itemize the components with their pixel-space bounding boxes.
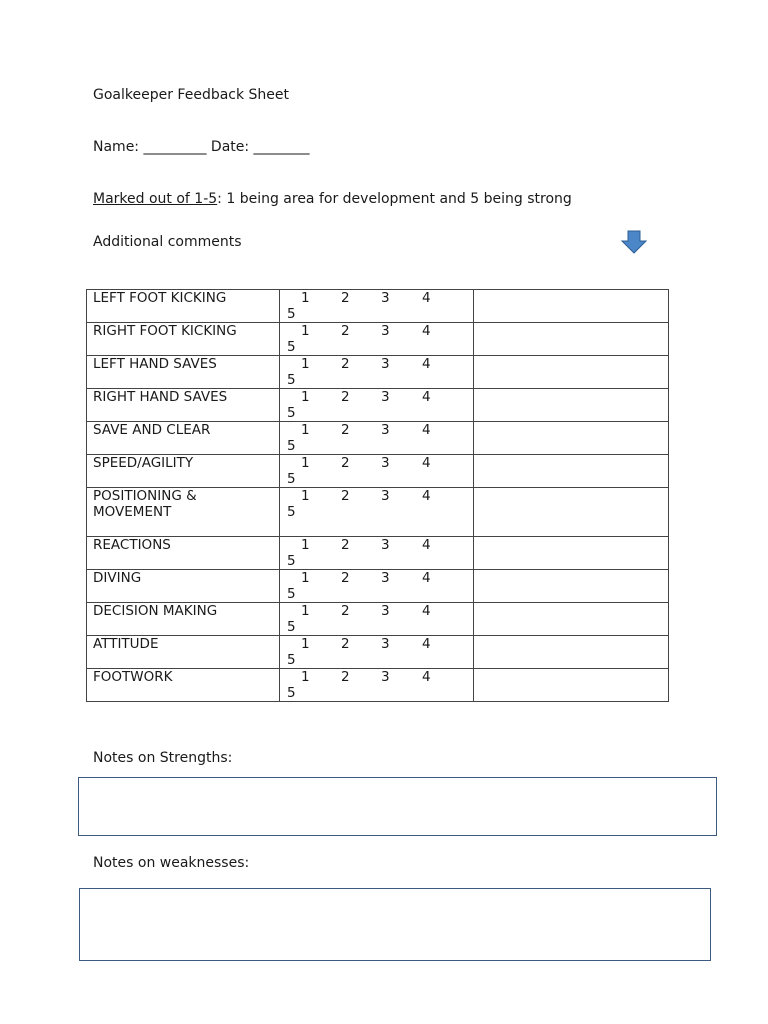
rating-table [86, 289, 669, 702]
score-2[interactable]: 2 [341, 290, 350, 306]
score-options[interactable] [280, 455, 474, 488]
score-options[interactable] [280, 488, 474, 537]
score-1[interactable]: 1 [301, 389, 310, 405]
skill-name: RIGHT HAND SAVES [87, 389, 280, 422]
score-1[interactable]: 1 [301, 422, 310, 438]
score-2[interactable]: 2 [341, 389, 350, 405]
score-5[interactable]: 5 [287, 438, 296, 454]
score-1[interactable]: 1 [301, 488, 310, 504]
score-1[interactable]: 1 [301, 323, 310, 339]
marking-scale-note [93, 191, 572, 207]
score-4[interactable]: 4 [422, 356, 431, 372]
marking-scale-heading: Marked out of 1-5 [93, 191, 218, 207]
score-5[interactable]: 5 [287, 372, 296, 388]
score-3[interactable]: 3 [381, 570, 390, 586]
score-4[interactable]: 4 [422, 389, 431, 405]
score-options[interactable] [280, 636, 474, 669]
score-2[interactable]: 2 [341, 488, 350, 504]
comment-cell[interactable] [474, 488, 669, 537]
table-row [87, 537, 669, 570]
skill-name: REACTIONS [87, 537, 280, 570]
score-options[interactable] [280, 290, 474, 323]
table-row [87, 488, 669, 537]
marking-scale-text: : 1 being area for development and 5 being strong [217, 191, 572, 207]
score-3[interactable]: 3 [381, 669, 390, 685]
table-row [87, 323, 669, 356]
table-row [87, 356, 669, 389]
skill-name: ATTITUDE [87, 636, 280, 669]
score-1[interactable]: 1 [301, 603, 310, 619]
score-4[interactable]: 4 [422, 537, 431, 553]
score-options[interactable] [280, 422, 474, 455]
score-4[interactable]: 4 [422, 290, 431, 306]
comment-cell[interactable] [474, 422, 669, 455]
score-options[interactable] [280, 669, 474, 702]
table-row [87, 389, 669, 422]
strengths-label: Notes on Strengths: [93, 750, 233, 766]
score-4[interactable]: 4 [422, 455, 431, 471]
comment-cell[interactable] [474, 290, 669, 323]
comment-cell[interactable] [474, 636, 669, 669]
comment-cell[interactable] [474, 356, 669, 389]
score-5[interactable]: 5 [287, 652, 296, 668]
score-2[interactable]: 2 [341, 603, 350, 619]
score-2[interactable]: 2 [341, 570, 350, 586]
score-3[interactable]: 3 [381, 323, 390, 339]
score-4[interactable]: 4 [422, 636, 431, 652]
comment-cell[interactable] [474, 455, 669, 488]
skill-name: LEFT HAND SAVES [87, 356, 280, 389]
score-4[interactable]: 4 [422, 570, 431, 586]
score-4[interactable]: 4 [422, 603, 431, 619]
score-options[interactable] [280, 537, 474, 570]
score-4[interactable]: 4 [422, 669, 431, 685]
skill-name: FOOTWORK [87, 669, 280, 702]
skill-name: RIGHT FOOT KICKING [87, 323, 280, 356]
score-5[interactable]: 5 [287, 504, 296, 520]
score-options[interactable] [280, 356, 474, 389]
page-title: Goalkeeper Feedback Sheet [93, 87, 290, 103]
score-3[interactable]: 3 [381, 389, 390, 405]
comment-cell[interactable] [474, 669, 669, 702]
score-5[interactable]: 5 [287, 553, 296, 569]
score-options[interactable] [280, 603, 474, 636]
score-4[interactable]: 4 [422, 488, 431, 504]
comment-cell[interactable] [474, 389, 669, 422]
score-5[interactable]: 5 [287, 586, 296, 602]
score-4[interactable]: 4 [422, 323, 431, 339]
score-options[interactable] [280, 323, 474, 356]
score-1[interactable]: 1 [301, 537, 310, 553]
score-2[interactable]: 2 [341, 422, 350, 438]
score-3[interactable]: 3 [381, 422, 390, 438]
skill-name: DECISION MAKING [87, 603, 280, 636]
score-4[interactable]: 4 [422, 422, 431, 438]
score-5[interactable]: 5 [287, 306, 296, 322]
comment-cell[interactable] [474, 603, 669, 636]
score-2[interactable]: 2 [341, 636, 350, 652]
score-options[interactable] [280, 389, 474, 422]
score-5[interactable]: 5 [287, 339, 296, 355]
score-3[interactable]: 3 [381, 636, 390, 652]
comment-cell[interactable] [474, 570, 669, 603]
score-2[interactable]: 2 [341, 323, 350, 339]
score-1[interactable]: 1 [301, 290, 310, 306]
score-3[interactable]: 3 [381, 290, 390, 306]
score-1[interactable]: 1 [301, 669, 310, 685]
score-5[interactable]: 5 [287, 471, 296, 487]
score-1[interactable]: 1 [301, 570, 310, 586]
score-5[interactable]: 5 [287, 405, 296, 421]
additional-comments-label: Additional comments [93, 234, 242, 250]
skill-name: SAVE AND CLEAR [87, 422, 280, 455]
score-3[interactable]: 3 [381, 488, 390, 504]
name-date-line: Name: _________ Date: ________ [93, 139, 310, 155]
score-5[interactable]: 5 [287, 685, 296, 701]
score-3[interactable]: 3 [381, 537, 390, 553]
table-row [87, 603, 669, 636]
table-row [87, 636, 669, 669]
skill-name: SPEED/AGILITY [87, 455, 280, 488]
strengths-notes-box[interactable] [78, 777, 717, 836]
skill-name: LEFT FOOT KICKING [87, 290, 280, 323]
score-2[interactable]: 2 [341, 537, 350, 553]
skill-name: DIVING [87, 570, 280, 603]
table-row [87, 455, 669, 488]
score-1[interactable]: 1 [301, 356, 310, 372]
skill-name: POSITIONING & MOVEMENT [87, 488, 280, 537]
table-row [87, 422, 669, 455]
weaknesses-label: Notes on weaknesses: [93, 855, 250, 871]
table-row [87, 669, 669, 702]
score-2[interactable]: 2 [341, 669, 350, 685]
table-row [87, 570, 669, 603]
score-2[interactable]: 2 [341, 455, 350, 471]
weaknesses-notes-box[interactable] [79, 888, 711, 961]
score-3[interactable]: 3 [381, 356, 390, 372]
comment-cell[interactable] [474, 537, 669, 570]
score-5[interactable]: 5 [287, 619, 296, 635]
score-1[interactable]: 1 [301, 636, 310, 652]
score-3[interactable]: 3 [381, 455, 390, 471]
table-row [87, 290, 669, 323]
score-2[interactable]: 2 [341, 356, 350, 372]
down-arrow-icon [621, 230, 647, 254]
score-3[interactable]: 3 [381, 603, 390, 619]
comment-cell[interactable] [474, 323, 669, 356]
score-1[interactable]: 1 [301, 455, 310, 471]
score-options[interactable] [280, 570, 474, 603]
